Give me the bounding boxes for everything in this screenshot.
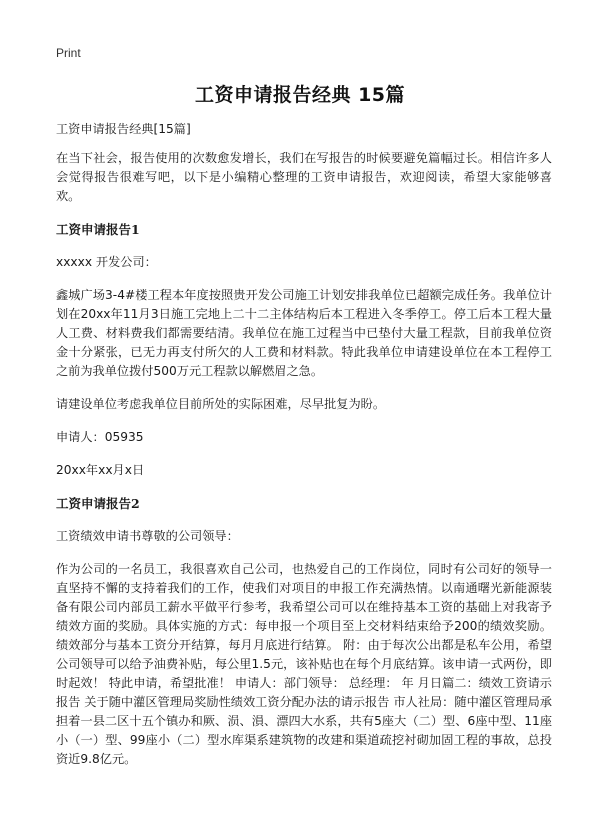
report-1-request: 请建设单位考虑我单位目前所处的实际困难，尽早批复为盼。 [56,397,386,411]
print-label[interactable]: Print [56,46,81,60]
document-title: 工资申请报告经典 15篇 [194,84,406,106]
report-1-date: 20xx年xx月x日 [56,463,145,477]
intro-paragraph: 在当下社会，报告使用的次数愈发增长，我们在写报告的时候要避免篇幅过长。相信许多人会觉得报告很难写吧，以下是小编精心整理的工资申请报告，欢迎阅读，希望大家能够喜欢。 [56,151,552,203]
document-subtitle: 工资申请报告经典[15篇] [56,122,191,136]
report-2-heading: 工资申请报告2 [56,496,140,511]
report-1-heading: 工资申请报告1 [56,222,140,237]
report-2-salutation: 工资绩效申请书尊敬的公司领导： [56,529,239,543]
report-1-applicant: 申请人：05935 [56,430,144,444]
document-body [56,120,552,769]
report-1-salutation: xxxxx 开发公司： [56,255,157,269]
report-2-body: 作为公司的一名员工，我很喜欢自己公司，也热爱自己的工作岗位，同时有公司好的领导一直坚持不懈的支持着我们的工作，使我们对项目的申报工作充满热情。以南通曙光新能源装备有限公司内部员工薪水平做平行参考，我希望公司可以在维持基本工资的基础上对我寄予绩效方面的奖励。具体实施的方式：每申报一个项目至上交材料结束给予200的绩效奖励。绩效部分与基本工资分开结算，每月月底进行结算。 附：由于每次公出都是私车公用，希望公司领导可以给予油费补贴，每公里1.5元，该补贴也在每个月底结算。该申请一式两份，即时起效！ 特此申请，希望批准！ 申请人：部门领导： 总经理： 年 月日篇二：绩效工资请示报告 关于随中灌区管理局奖励性绩效工资分配办法的请示报告 市人社局：随中灌区管理局承担着一县二区十五个镇办和厥、涢、溳、漂四大水系，共有5座大（二）型、6座中型、11座小（一）型、99座小（二）型水库渠系建筑物的改建和渠道疏挖衬砌加固工程的事故，总投资近9.8亿元。 [56,562,552,766]
report-1-body: 鑫城广场3-4#楼工程本年度按照贵开发公司施工计划安排我单位已超额完成任务。我单位计划在20xx年11月3日施工完地上二十二主体结构后本工程进入冬季停工。停工后本工程大量人工费、材料费我们都需要结清。我单位在施工过程当中已垫付大量工程款，目前我单位资金十分紧张，已无力再支付所欠的人工费和材料款。特此我单位申请建设单位在本工程停工之前为我单位拨付500万元工程款以解燃眉之急。 [56,288,552,378]
